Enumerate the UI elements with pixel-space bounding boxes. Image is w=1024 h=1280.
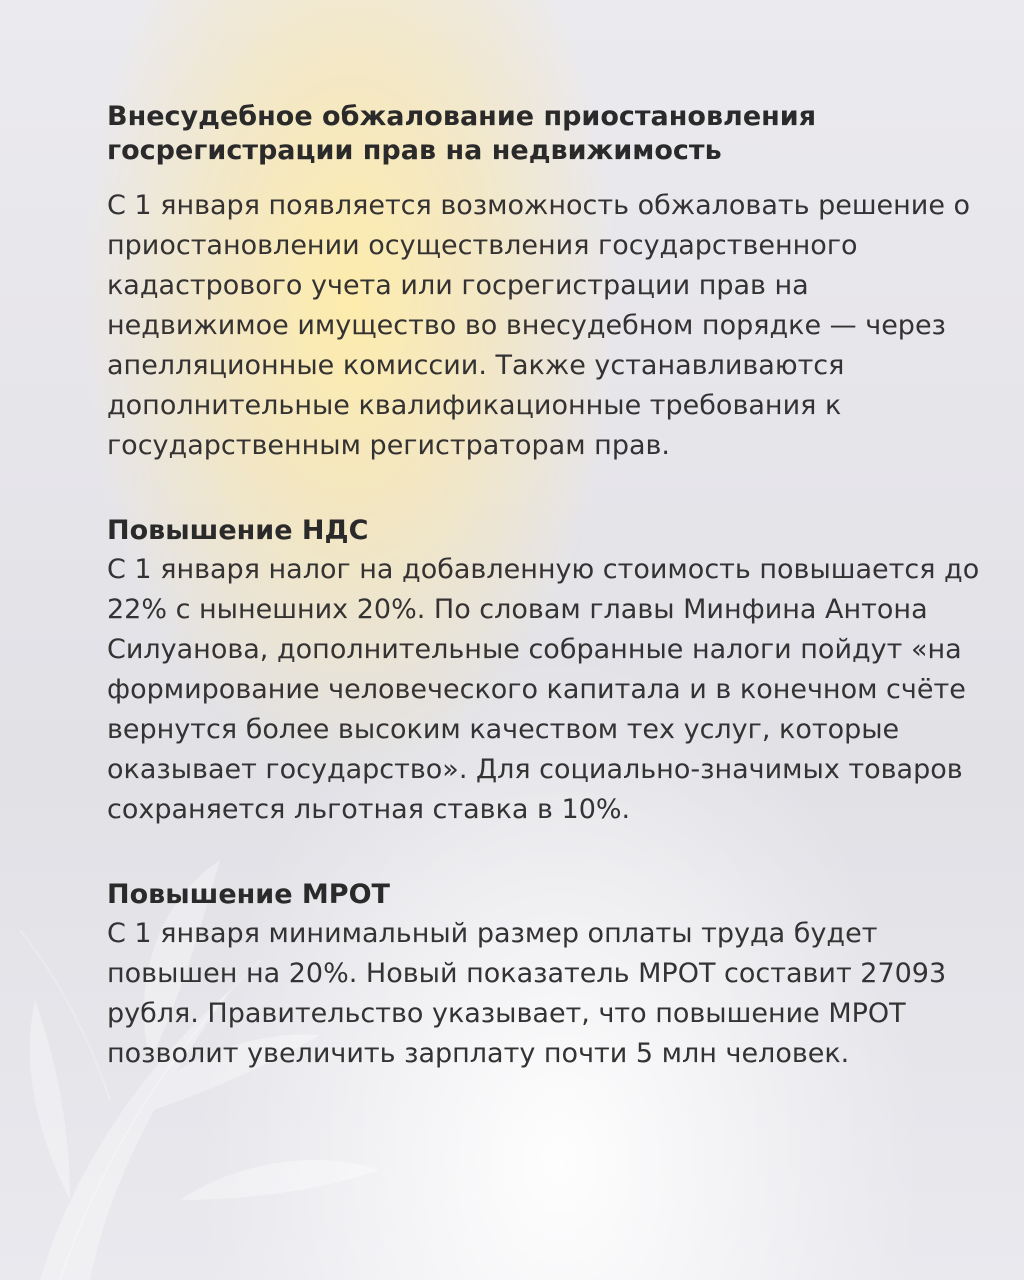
section-title: Повышение МРОТ: [107, 879, 390, 910]
section-registration-appeal: [107, 100, 987, 466]
section-body: С 1 января минимальный размер оплаты труда будет повышен на 20%. Новый показатель МРОТ составит 27093 рубля. Правительство указывает, что повышение МРОТ позволит увеличить зарплату почти 5 млн человек.: [107, 918, 947, 1069]
section-body: С 1 января налог на добавленную стоимость повышается до 22% с нынешних 20%. По словам главы Минфина Антона Силуанова, дополнительные собранные налоги пойдут «на формирование человеческого капитала и в конечном счёте вернутся более высоким качеством тех услуг, которые оказывает государство». Для социально-значимых товаров сохраняется льготная ставка в 10%.: [107, 554, 980, 825]
section-title: Внесудебное обжалование приостановления госрегистрации прав на недвижимость: [107, 101, 817, 166]
section-title: Повышение НДС: [107, 515, 369, 546]
section-minimum-wage-increase: [107, 878, 987, 1074]
article: [107, 100, 987, 1074]
section-vat-increase: [107, 514, 987, 830]
section-body: С 1 января появляется возможность обжаловать решение о приостановлении осуществления государственного кадастрового учета или госрегистрации прав на недвижимое имущество во внесудебном порядке — через апелляционные комиссии. Также устанавливаются дополнительные квалификационные требования к государственным регистраторам прав.: [107, 190, 971, 461]
